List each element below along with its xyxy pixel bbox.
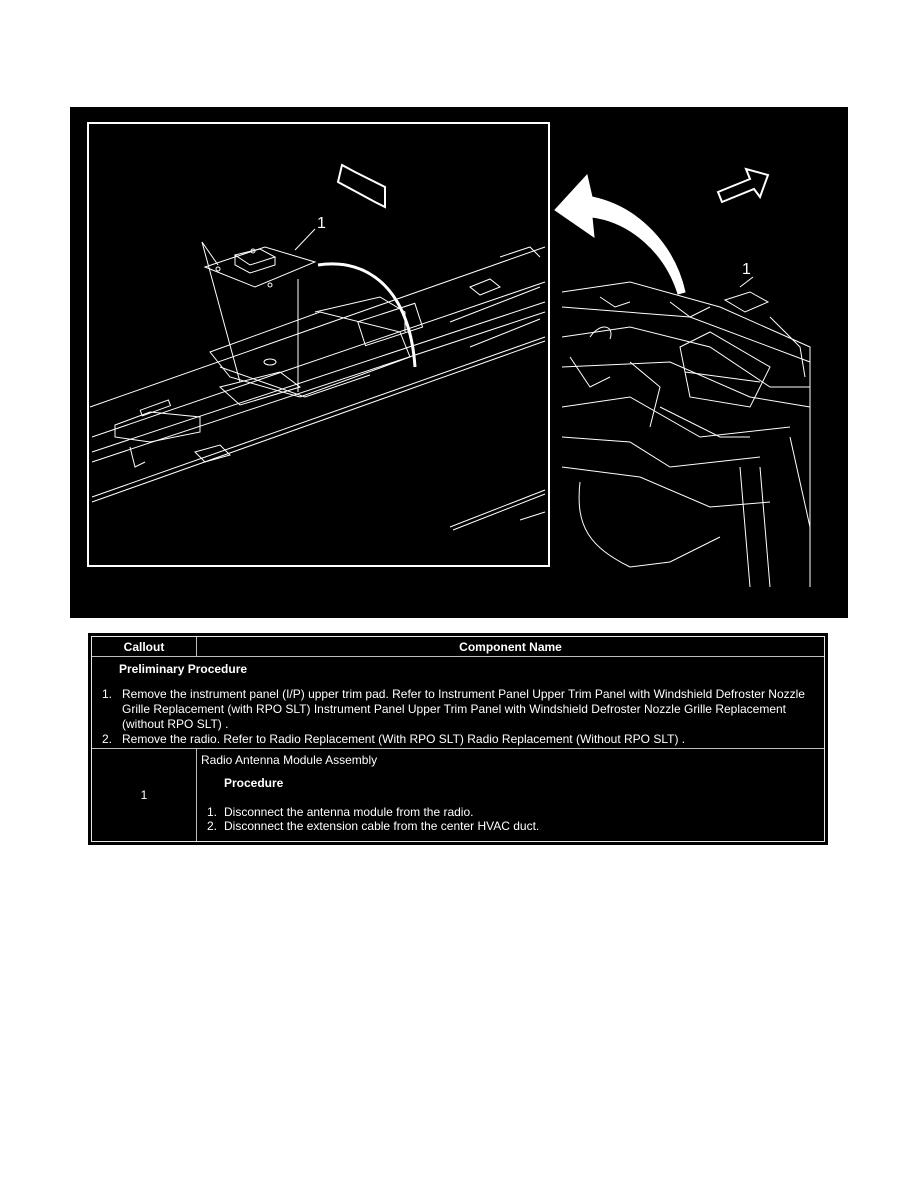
- step-number: 2.: [102, 732, 113, 746]
- preliminary-steps: [102, 687, 820, 747]
- inset-frame: [88, 123, 549, 566]
- illustration-svg: [70, 107, 848, 618]
- component-name: Radio Antenna Module Assembly: [201, 753, 378, 767]
- callout-cell: 1: [92, 749, 197, 841]
- dashboard-overview-linework: [555, 169, 810, 587]
- procedure-title: Procedure: [224, 776, 284, 790]
- procedure-step: [207, 819, 820, 833]
- step-text: Disconnect the extension cable from the center HVAC duct.: [224, 819, 540, 833]
- procedure-step: [207, 805, 820, 819]
- preliminary-step: [102, 732, 820, 747]
- procedure-steps: [207, 805, 820, 833]
- preliminary-step: [102, 687, 820, 732]
- removal-arrow-icon: [555, 175, 685, 294]
- preliminary-procedure-title: Preliminary Procedure: [119, 662, 248, 676]
- step-text: Disconnect the antenna module from the radio.: [224, 805, 474, 819]
- callout-label-left: 1: [317, 215, 326, 232]
- step-text: Remove the radio. Refer to Radio Replacement (With RPO SLT) Radio Replacement (Without RPO SLT) .: [122, 732, 686, 746]
- step-text: Remove the instrument panel (I/P) upper trim pad. Refer to Instrument Panel Upper Trim Panel with Windshield Defroster Nozzle Grille Replacement (with RPO SLT) Instrument Panel Upper Trim Panel with Windshield Defroster Nozzle Grille Replacement (without RPO SLT) .: [122, 687, 805, 731]
- table-header-row: [92, 637, 824, 657]
- component-table: [88, 633, 828, 845]
- step-number: 1.: [102, 687, 113, 701]
- step-number: 2.: [207, 819, 218, 833]
- step-number: 1.: [207, 805, 218, 819]
- component-table-inner: [91, 636, 825, 842]
- service-illustration: [70, 107, 848, 618]
- forward-arrow-icon: [718, 169, 768, 202]
- component-cell: [197, 749, 824, 841]
- header-callout: Callout: [92, 637, 197, 656]
- header-component-name: Component Name: [459, 639, 562, 654]
- table-row: [92, 749, 824, 841]
- callout-label-right: 1: [742, 261, 751, 278]
- preliminary-procedure-row: [92, 657, 824, 749]
